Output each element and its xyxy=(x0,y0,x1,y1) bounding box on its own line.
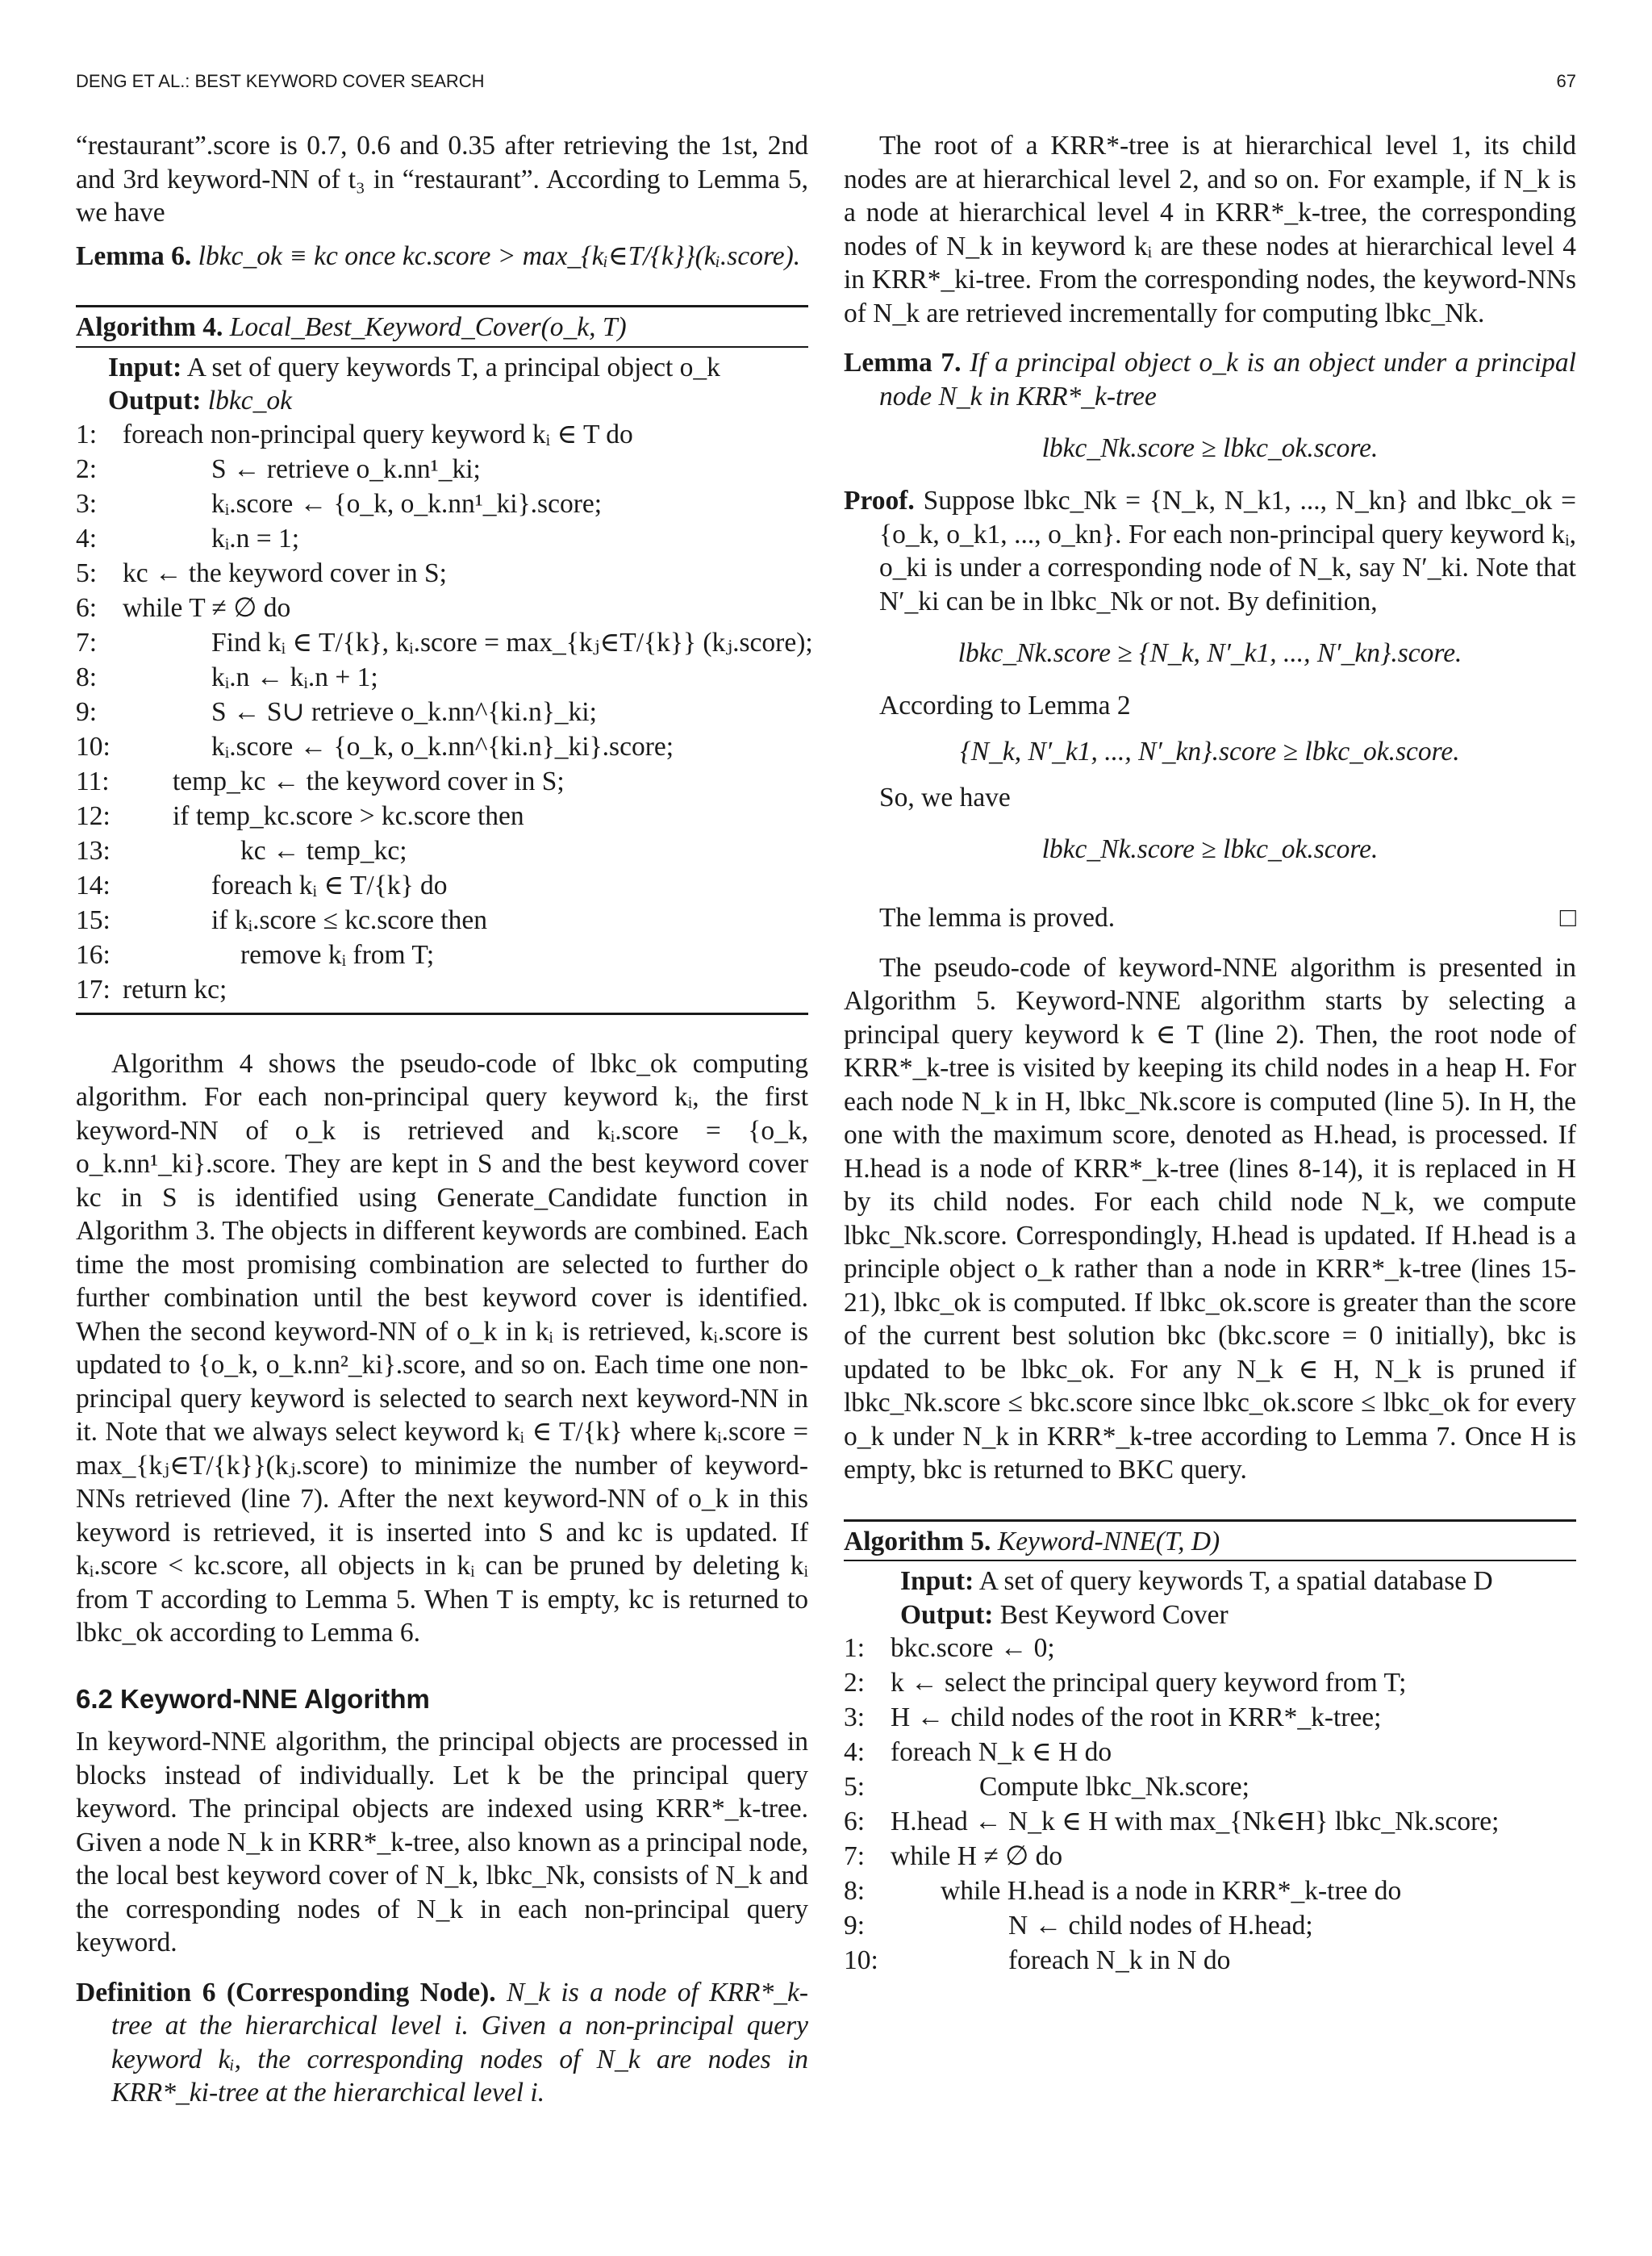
line-text: kᵢ.score ← {o_k, o_k.nn^{ki.n}_ki}.score; xyxy=(211,731,674,762)
line-number: 8: xyxy=(844,1876,866,1906)
lemma-7 xyxy=(844,346,1576,413)
equation-1: lbkc_Nk.score ≥ lbkc_ok.score. xyxy=(1041,433,1379,463)
line-number: 2: xyxy=(76,453,98,484)
line-number: 10: xyxy=(76,731,111,762)
output-text: Best Keyword Cover xyxy=(999,1599,1229,1630)
algorithm-line xyxy=(76,591,808,626)
line-number: 12: xyxy=(76,800,111,831)
algorithm-5-input xyxy=(844,1565,1576,1598)
paragraph-algorithm-4: Algorithm 4 shows the pseudo-code of lbkc_ok computing algorithm. For each non-principal query keyword kᵢ, the first keyword-NN of o_k is retrieved and kᵢ.score = {o_k, o_k.nn¹_ki}.score. They are kept in S and the best keyword cover kc in S is identified using Generate_Candidate function in Algorithm 3. The objects in different keywords are combined. Each time the most promising combination are selected to further do further combination until the best keyword cover is identified. When the second keyword-NN of o_k in kᵢ is retrieved, kᵢ.score is updated to {o_k, o_k.nn²_ki}.score, and so on. Each time one non-principal query keyword is selected to search next keyword-NN in it. Note that we always select keyword kᵢ ∈ T/{k} where kᵢ.score = max_{kⱼ∈T/{k}}(kⱼ.score) to minimize the number of keyword-NNs retrieved (line 7). After the next keyword-NN of o_k in this keyword is retrieved, it is inserted into S and kc is updated. If kᵢ.score < kc.score, all objects in kᵢ can be pruned by deleting kᵢ from T according to Lemma 5. When T is empty, kc is returned to lbkc_ok according to Lemma 6. xyxy=(76,1048,808,1648)
algorithm-line xyxy=(844,1805,1576,1840)
line-number: 16: xyxy=(76,939,111,970)
line-text: if temp_kc.score > kc.score then xyxy=(173,800,524,831)
definition-6 xyxy=(76,1976,808,2110)
line-text: H ← child nodes of the root in KRR*_k-tree; xyxy=(891,1702,1382,1732)
line-text: k ← select the principal query keyword from T; xyxy=(891,1668,1407,1698)
line-text: foreach kᵢ ∈ T/{k} do xyxy=(211,870,448,900)
line-text: N ← child nodes of H.head; xyxy=(1008,1911,1313,1941)
lemma-6-label: Lemma 6. xyxy=(76,240,192,271)
line-text: kc ← the keyword cover in S; xyxy=(123,558,447,588)
algorithm-line xyxy=(76,661,808,696)
algorithm-5-name: Keyword-NNE(T, D) xyxy=(997,1526,1220,1556)
line-text: S ← retrieve o_k.nn¹_ki; xyxy=(211,453,481,484)
algorithm-line xyxy=(76,869,808,904)
line-number: 1: xyxy=(844,1633,866,1663)
line-number: 10: xyxy=(844,1945,878,1975)
line-number: 8: xyxy=(76,662,98,692)
line-text: Compute lbkc_Nk.score; xyxy=(979,1772,1249,1802)
algorithm-5-output xyxy=(844,1598,1576,1632)
output-text: lbkc_ok xyxy=(207,386,292,416)
output-label: Output: xyxy=(900,1599,994,1630)
line-text: foreach N_k in N do xyxy=(1008,1945,1231,1975)
line-number: 3: xyxy=(844,1702,866,1732)
line-text: return kc; xyxy=(123,974,227,1005)
line-number: 13: xyxy=(76,835,111,866)
line-number: 4: xyxy=(76,523,98,554)
paragraph-keyword-nne: In keyword-NNE algorithm, the principal objects are processed in blocks instead of individually. Let k be the principal query keyword. The principal objects are indexed using KRR*_k-tree. Given a node N_k in KRR*_k-tree, also known as a principal node, the local best keyword cover of N_k, lbkc_Nk, consists of N_k and the corresponding nodes of N_k in each non-principal query keyword. xyxy=(76,1727,808,1957)
algorithm-4-input xyxy=(76,351,808,385)
algorithm-5-lines xyxy=(844,1631,1576,1978)
line-number: 4: xyxy=(844,1737,866,1767)
algorithm-line xyxy=(844,1909,1576,1944)
line-number: 3: xyxy=(76,488,98,519)
lemma-proved: The lemma is proved. xyxy=(879,903,1116,933)
algorithm-line xyxy=(76,800,808,834)
algorithm-line xyxy=(76,765,808,800)
line-number: 1: xyxy=(76,419,98,449)
algorithm-4-title xyxy=(76,307,808,348)
line-number: 17: xyxy=(76,974,111,1005)
line-number: 2: xyxy=(844,1668,866,1698)
line-text: H.head ← N_k ∈ H with max_{Nk∈H} lbkc_Nk.score; xyxy=(891,1807,1500,1836)
algorithm-line xyxy=(76,626,813,661)
line-number: 7: xyxy=(76,627,98,658)
line-number: 11: xyxy=(76,766,110,796)
line-number: 5: xyxy=(844,1772,866,1802)
algorithm-4-lines xyxy=(76,418,813,1008)
algorithm-5-title xyxy=(844,1522,1576,1562)
algorithm-line xyxy=(844,1840,1576,1874)
line-number: 5: xyxy=(76,558,98,588)
output-label: Output: xyxy=(108,386,202,416)
paragraph-so-we-have: So, we have xyxy=(879,782,1011,813)
line-text: kᵢ.n ← kᵢ.n + 1; xyxy=(211,662,378,692)
line-text: if kᵢ.score ≤ kc.score then xyxy=(211,904,487,935)
definition-6-text: N_k is a node of KRR*_k-tree at the hierarchical level i. Given a non-principal query keyword kᵢ, the corresponding nodes of N_k are nodes in KRR*_ki-tree at the hierarchical level i. xyxy=(111,1977,809,2108)
lemma-7-label: Lemma 7. xyxy=(844,348,962,378)
page-number: 67 xyxy=(1556,71,1576,91)
line-text: kᵢ.score ← {o_k, o_k.nn¹_ki}.score; xyxy=(211,488,603,519)
input-label: Input: xyxy=(108,352,182,382)
line-text: while H.head is a node in KRR*_k-tree do xyxy=(941,1876,1402,1906)
equation-2: lbkc_Nk.score ≥ {N_k, N′_k1, ..., N′_kn}.score. xyxy=(957,638,1462,668)
algorithm-line xyxy=(76,696,808,730)
algorithm-line xyxy=(844,1666,1576,1701)
algorithm-line xyxy=(76,938,808,973)
lemma-7-text: If a principal object o_k is an object under a principal node N_k in KRR*_k-tree xyxy=(879,348,1576,412)
algorithm-line xyxy=(844,1770,1576,1805)
algorithm-line xyxy=(76,973,808,1008)
definition-6-label: Definition 6 (Corresponding Node). xyxy=(76,1977,496,2007)
algorithm-line xyxy=(76,557,808,591)
algorithm-line xyxy=(76,522,808,557)
running-title: DENG ET AL.: BEST KEYWORD COVER SEARCH xyxy=(76,71,485,91)
line-text: kc ← temp_kc; xyxy=(240,835,407,866)
input-label: Input: xyxy=(900,1566,974,1596)
line-text: Find kᵢ ∈ T/{k}, kᵢ.score = max_{kⱼ∈T/{k}} (kⱼ.score); xyxy=(211,627,813,658)
algorithm-4-name: Local_Best_Keyword_Cover(o_k, T) xyxy=(229,312,627,342)
section-heading: 6.2 Keyword-NNE Algorithm xyxy=(76,1683,430,1714)
algorithm-line xyxy=(76,730,808,765)
line-text: foreach N_k ∈ H do xyxy=(891,1737,1112,1767)
line-number: 15: xyxy=(76,904,111,935)
proof-label: Proof. xyxy=(844,486,915,516)
line-number: 9: xyxy=(76,696,98,727)
paragraph-krr-tree: The root of a KRR*-tree is at hierarchical level 1, its child nodes are at hierarchical level 2, and so on. For example, if N_k is a node at hierarchical level 4 in KRR*_k-tree, the corresponding nodes of N_k in keyword kᵢ are these nodes at hierarchical level 4 in KRR*_ki-tree. From the corresponding nodes, the keyword-NNs of N_k are retrieved incrementally for computing lbkc_Nk. xyxy=(844,131,1576,328)
algorithm-line xyxy=(844,1701,1576,1736)
proof-end xyxy=(844,901,1576,935)
algorithm-5-label: Algorithm 5. xyxy=(844,1526,991,1556)
line-number: 9: xyxy=(844,1911,866,1941)
paragraph-algorithm-5: The pseudo-code of keyword-NNE algorithm is presented in Algorithm 5. Keyword-NNE algorithm starts by selecting a principal query keyword k ∈ T (line 2). Then, the root node of KRR*_k-tree is visited by keeping its child nodes in a heap H. For each node N_k in H, lbkc_Nk.score is computed (line 5). In H, the one with the maximum score, denoted as H.head, is processed. If H.head is a node of KRR*_k-tree (lines 8-14), it is replaced in H by its child nodes. For each child node N_k, we compute lbkc_Nk.score. Correspondingly, H.head is updated. If H.head is a principle object o_k rather than a node in KRR*_k-tree (lines 15-21), lbkc_ok is computed. If lbkc_ok.score is greater than the score of the current best solution bkc (bkc.score = 0 initially), bkc is updated to be lbkc_ok. For any N_k ∈ H, N_k is pruned if lbkc_Nk.score ≤ bkc.score since lbkc_ok.score ≤ lbkc_ok for every o_k under N_k in KRR*_k-tree according to Lemma 7. Once H is empty, bkc is returned to BKC query. xyxy=(844,952,1576,1485)
left-column xyxy=(76,129,813,2110)
algorithm-line xyxy=(844,1736,1576,1770)
paragraph-lemma-2: According to Lemma 2 xyxy=(879,691,1131,721)
algorithm-4 xyxy=(76,305,813,1015)
paragraph-restaurant: “restaurant”.score is 0.7, 0.6 and 0.35 after retrieving the 1st, 2nd and 3rd keyword-NN of t₃ in “restaurant”. According to Lemma 5, we have xyxy=(76,131,808,228)
lemma-6 xyxy=(76,240,808,274)
algorithm-line xyxy=(844,1631,1576,1666)
qed-symbol: □ xyxy=(1559,903,1576,933)
line-text: kᵢ.n = 1; xyxy=(211,523,300,554)
algorithm-4-output xyxy=(76,384,808,418)
algorithm-line xyxy=(844,1874,1576,1909)
proof xyxy=(844,484,1576,618)
line-text: temp_kc ← the keyword cover in S; xyxy=(173,766,565,796)
algorithm-line xyxy=(76,834,808,869)
line-number: 6: xyxy=(844,1807,866,1836)
equation-3: {N_k, N′_k1, ..., N′_kn}.score ≥ lbkc_ok.score. xyxy=(960,736,1460,767)
equation-4: lbkc_Nk.score ≥ lbkc_ok.score. xyxy=(1041,834,1379,864)
lemma-6-text: lbkc_ok ≡ kc once kc.score > max_{kᵢ∈T/{k}}(kᵢ.score). xyxy=(198,240,801,271)
line-text: remove kᵢ from T; xyxy=(240,939,435,970)
input-text: A set of query keywords T, a spatial database D xyxy=(978,1566,1493,1596)
algorithm-line xyxy=(76,487,808,522)
algorithm-line xyxy=(76,904,808,938)
line-number: 6: xyxy=(76,592,98,623)
proof-text: Suppose lbkc_Nk = {N_k, N_k1, ..., N_kn} and lbkc_ok = {o_k, o_k1, ..., o_kn}. For each non-principal query keyword kᵢ, o_ki is under a corresponding node of N_k, say N′_ki. Note that N′_ki can be in lbkc_Nk or not. By definition, xyxy=(879,486,1576,616)
algorithm-5 xyxy=(844,1519,1576,1984)
right-column xyxy=(844,129,1576,1983)
algorithm-line xyxy=(76,453,808,487)
algorithm-line xyxy=(844,1944,1576,1978)
line-number: 14: xyxy=(76,870,111,900)
line-text: while T ≠ ∅ do xyxy=(123,592,291,623)
line-text: while H ≠ ∅ do xyxy=(891,1841,1063,1871)
algorithm-4-label: Algorithm 4. xyxy=(76,312,223,342)
line-text: foreach non-principal query keyword kᵢ ∈ T do xyxy=(123,419,633,449)
algorithm-line xyxy=(76,418,808,453)
input-text: A set of query keywords T, a principal object o_k xyxy=(186,352,720,382)
line-text: S ← S∪ retrieve o_k.nn^{ki.n}_ki; xyxy=(211,696,597,727)
line-number: 7: xyxy=(844,1841,866,1871)
line-text: bkc.score ← 0; xyxy=(891,1633,1055,1663)
